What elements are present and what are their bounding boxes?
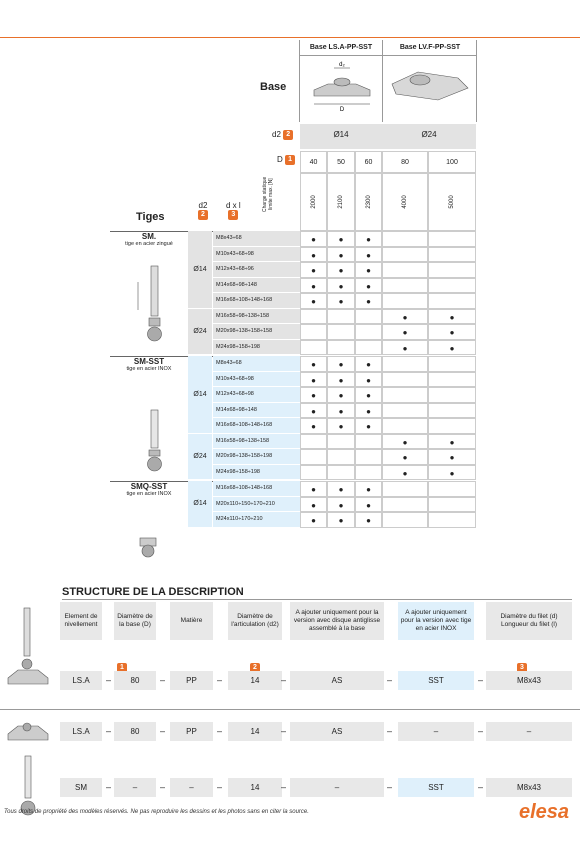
availability-cell: ● [382, 324, 428, 340]
structure-value: LS.A [60, 671, 102, 690]
structure-rule [62, 599, 572, 600]
separator-dash: – [478, 782, 484, 792]
availability-cell: ● [327, 247, 355, 263]
col-d2-wrap [198, 201, 208, 220]
availability-cell: ● [355, 262, 382, 278]
group-desc: tige en acier zingué [125, 241, 173, 247]
charge-value: 2300 [365, 195, 372, 209]
D-value: 40 [300, 151, 327, 173]
D-label: D [277, 155, 283, 165]
stud-smq-drawing [136, 536, 160, 558]
availability-cell: ● [300, 278, 327, 294]
charge-cell [382, 173, 428, 231]
availability-cell: ● [355, 481, 382, 497]
availability-cell [300, 465, 327, 481]
structure-value: M8x43 [486, 671, 572, 690]
charge-value: 5000 [449, 195, 455, 209]
stud-code: M10x43÷68÷98 [213, 247, 300, 263]
availability-cell: ● [428, 449, 476, 465]
availability-cell: ● [382, 434, 428, 450]
stud-code: M16x58÷98÷138÷158 [213, 434, 300, 450]
stud-code: M8x43÷68 [213, 231, 300, 247]
elesa-logo: elesa [519, 801, 570, 823]
availability-cell [382, 512, 428, 528]
availability-cell [428, 247, 476, 263]
structure-header: A ajouter uniquement pour la version avec disque antiglisse assemblé à la base [290, 602, 384, 640]
badge-2: 2 [198, 210, 208, 220]
d2-group: Ø14 [188, 231, 212, 308]
availability-cell: ● [327, 372, 355, 388]
availability-cell [428, 278, 476, 294]
stud-code: M24x98÷158÷198 [213, 465, 300, 481]
charge-label: Charge statique limite max. [N] [262, 176, 274, 212]
top-rule [0, 37, 580, 38]
availability-cell: ● [355, 387, 382, 403]
col-divider [382, 40, 383, 122]
structure-value: – [398, 722, 474, 741]
availability-cell: ● [300, 262, 327, 278]
structure-value: AS [290, 671, 384, 690]
structure-badge: 3 [517, 659, 527, 677]
availability-cell: ● [428, 340, 476, 356]
charge-cell [355, 173, 382, 231]
structure-value: 80 [114, 671, 156, 690]
availability-cell [355, 434, 382, 450]
structure-value: 80 [114, 722, 156, 741]
separator-dash: – [160, 782, 166, 792]
structure-value: SST [398, 671, 474, 690]
availability-cell: ● [300, 418, 327, 434]
availability-cell [382, 247, 428, 263]
separator-dash: – [217, 782, 223, 792]
structure-badge: 1 [117, 659, 127, 677]
availability-cell [428, 262, 476, 278]
structure-value: SST [398, 778, 474, 797]
separator-dash: – [478, 726, 484, 736]
structure-value: – [486, 722, 572, 741]
col-divider [299, 40, 300, 122]
stud-code: M16x68÷108÷148÷168 [213, 418, 300, 434]
availability-cell [355, 340, 382, 356]
availability-cell [300, 324, 327, 340]
availability-cell: ● [300, 372, 327, 388]
col-d2: d2 [198, 201, 208, 210]
stud-code: M14x68÷98÷148 [213, 278, 300, 294]
col2-title: Base LV.F-PP-SST [399, 44, 461, 51]
availability-cell: ● [300, 481, 327, 497]
availability-cell [382, 387, 428, 403]
separator-dash: – [160, 726, 166, 736]
availability-cell: ● [300, 293, 327, 309]
charge-value: 2000 [310, 195, 317, 209]
availability-cell [355, 449, 382, 465]
availability-cell: ● [355, 512, 382, 528]
availability-cell [428, 418, 476, 434]
availability-cell: ● [382, 449, 428, 465]
availability-cell [300, 449, 327, 465]
availability-cell: ● [300, 231, 327, 247]
availability-cell [382, 231, 428, 247]
structure-value: LS.A [60, 722, 102, 741]
separator-dash: – [387, 675, 393, 685]
charge-value: 4000 [402, 195, 408, 209]
availability-cell [428, 356, 476, 372]
base-lvf-drawing [388, 64, 472, 110]
structure-header: A ajouter uniquement pour la version avec tige en acier INOX [398, 602, 474, 640]
d2-group: Ø14 [188, 481, 212, 527]
availability-cell [382, 481, 428, 497]
availability-cell: ● [327, 278, 355, 294]
availability-cell [327, 309, 355, 325]
availability-cell [382, 418, 428, 434]
col-dxl-wrap [226, 201, 241, 220]
availability-cell: ● [428, 324, 476, 340]
charge-cell [428, 173, 476, 231]
stud-code: M12x43÷68÷96 [213, 262, 300, 278]
availability-cell [428, 497, 476, 513]
availability-cell [428, 512, 476, 528]
D-value: 50 [327, 151, 355, 173]
availability-cell: ● [355, 497, 382, 513]
availability-cell [382, 293, 428, 309]
availability-cell [355, 309, 382, 325]
availability-cell [382, 403, 428, 419]
D-value: 60 [355, 151, 382, 173]
group-name: SM-SST [133, 357, 165, 366]
availability-cell [300, 340, 327, 356]
availability-cell: ● [327, 481, 355, 497]
col1-title: Base LS.A-PP-SST [309, 44, 373, 51]
availability-cell: ● [382, 340, 428, 356]
availability-cell: ● [355, 372, 382, 388]
product-drawing-full [4, 604, 50, 694]
base-label: Base [260, 81, 287, 93]
availability-cell: ● [355, 293, 382, 309]
availability-cell [382, 372, 428, 388]
separator-dash: – [281, 726, 287, 736]
charge-value: 2100 [338, 195, 344, 209]
stud-sm-drawing [134, 262, 174, 354]
availability-cell [382, 262, 428, 278]
availability-cell [300, 434, 327, 450]
availability-cell: ● [327, 356, 355, 372]
separator-dash: – [281, 782, 287, 792]
separator-dash: – [217, 675, 223, 685]
product-drawing-base [4, 718, 50, 744]
separator-dash: – [387, 726, 393, 736]
availability-cell [382, 497, 428, 513]
availability-cell: ● [300, 387, 327, 403]
availability-cell: ● [327, 387, 355, 403]
badge-2: 2 [283, 130, 293, 140]
availability-cell: ● [300, 497, 327, 513]
availability-cell [327, 434, 355, 450]
availability-cell [428, 481, 476, 497]
stud-code: M20x98÷138÷158÷158 [213, 324, 300, 340]
availability-cell [428, 387, 476, 403]
footer-text: Tous droits de propriété des modèles réservés. Ne pas reproduire les dessins et les photos sans en citer la source. [4, 809, 309, 815]
d2-label: d2 [272, 130, 281, 140]
availability-cell: ● [327, 262, 355, 278]
availability-cell: ● [355, 403, 382, 419]
structure-value: SM [60, 778, 102, 797]
structure-value: PP [170, 671, 213, 690]
col-divider [299, 55, 476, 56]
availability-cell [428, 372, 476, 388]
tiges-title: Tiges [136, 211, 165, 223]
d2-label-wrap [272, 130, 293, 140]
availability-cell: ● [382, 309, 428, 325]
base-lsa-drawing [308, 60, 376, 115]
stud-code: M8x43÷68 [213, 356, 300, 372]
structure-value: – [290, 778, 384, 797]
group-name: SMQ-SST [130, 482, 168, 491]
separator-dash: – [106, 675, 112, 685]
availability-cell: ● [428, 434, 476, 450]
availability-cell [428, 231, 476, 247]
availability-cell: ● [300, 403, 327, 419]
availability-cell: ● [355, 231, 382, 247]
group-name: SM. [141, 232, 157, 241]
availability-cell [327, 324, 355, 340]
badge-3: 3 [228, 210, 238, 220]
availability-cell: ● [428, 309, 476, 325]
availability-cell [382, 356, 428, 372]
availability-cell [327, 340, 355, 356]
availability-cell [327, 449, 355, 465]
stud-code: M20x98÷138÷158÷198 [213, 449, 300, 465]
stud-sm-sst-drawing [134, 408, 174, 478]
structure-header: Element de nivellement [60, 602, 102, 640]
availability-cell [382, 278, 428, 294]
structure-header: Diamètre du filet (d) Longueur du filet (l) [486, 602, 572, 640]
stud-code: M14x68÷98÷148 [213, 403, 300, 419]
availability-cell: ● [327, 293, 355, 309]
structure-value: AS [290, 722, 384, 741]
availability-cell: ● [355, 278, 382, 294]
charge-cell [327, 173, 355, 231]
structure-badge: 2 [250, 659, 260, 677]
structure-value: PP [170, 722, 213, 741]
stud-code: M20x110÷150÷170÷210 [213, 497, 300, 513]
separator-dash: – [217, 726, 223, 736]
availability-cell [428, 403, 476, 419]
stud-code: M16x58÷98÷138÷158 [213, 309, 300, 325]
structure-value: 14 [228, 722, 282, 741]
structure-value: M8x43 [486, 778, 572, 797]
availability-cell: ● [355, 356, 382, 372]
availability-cell: ● [300, 247, 327, 263]
d2-14: Ø14 [333, 130, 349, 139]
separator-dash: – [106, 726, 112, 736]
structure-header: Diamètre de l'articulation (d2) [228, 602, 282, 640]
structure-value: 14 [228, 778, 282, 797]
stud-code: M24x110÷170÷210 [213, 512, 300, 528]
structure-value: – [114, 778, 156, 797]
D-label-wrap [277, 155, 295, 165]
availability-cell: ● [355, 247, 382, 263]
svg-text:d₂: d₂ [339, 62, 345, 68]
stud-code: M16x68÷108÷148÷168 [213, 481, 300, 497]
availability-cell: ● [355, 418, 382, 434]
availability-cell: ● [300, 356, 327, 372]
separator-dash: – [478, 675, 484, 685]
stud-code: M16x68÷108÷148÷168 [213, 293, 300, 309]
badge-1: 1 [285, 155, 295, 165]
d2-group: Ø24 [188, 434, 212, 480]
group-desc: tige en acier INOX [126, 366, 172, 372]
availability-cell [327, 465, 355, 481]
availability-cell [355, 465, 382, 481]
col-divider [476, 40, 477, 122]
d2-group: Ø14 [188, 356, 212, 433]
availability-cell: ● [428, 465, 476, 481]
D-value: 100 [428, 151, 476, 173]
structure-value: 14 [228, 671, 282, 690]
availability-cell: ● [327, 512, 355, 528]
availability-cell [428, 293, 476, 309]
structure-title: STRUCTURE DE LA DESCRIPTION [62, 586, 244, 598]
availability-cell: ● [300, 512, 327, 528]
divider [0, 709, 580, 710]
availability-cell [300, 309, 327, 325]
separator-dash: – [281, 675, 287, 685]
separator-dash: – [387, 782, 393, 792]
structure-header: Matière [170, 602, 213, 640]
charge-cell [300, 173, 327, 231]
svg-text:D: D [339, 107, 345, 113]
separator-dash: – [106, 782, 112, 792]
availability-cell: ● [327, 418, 355, 434]
stud-code: M10x43÷68÷98 [213, 372, 300, 388]
stud-code: M12x43÷68÷98 [213, 387, 300, 403]
structure-header: Diamètre de la base (D) [114, 602, 156, 640]
availability-cell: ● [382, 465, 428, 481]
availability-cell [355, 324, 382, 340]
group-desc: tige en acier INOX [126, 491, 172, 497]
d2-24: Ø24 [421, 130, 437, 139]
availability-cell: ● [327, 231, 355, 247]
separator-dash: – [160, 675, 166, 685]
structure-value: – [170, 778, 213, 797]
col-dxl: d x l [226, 201, 241, 210]
d2-group: Ø24 [188, 309, 212, 355]
stud-code: M24x98÷158÷198 [213, 340, 300, 356]
availability-cell: ● [327, 497, 355, 513]
D-value: 80 [382, 151, 428, 173]
availability-cell: ● [327, 403, 355, 419]
